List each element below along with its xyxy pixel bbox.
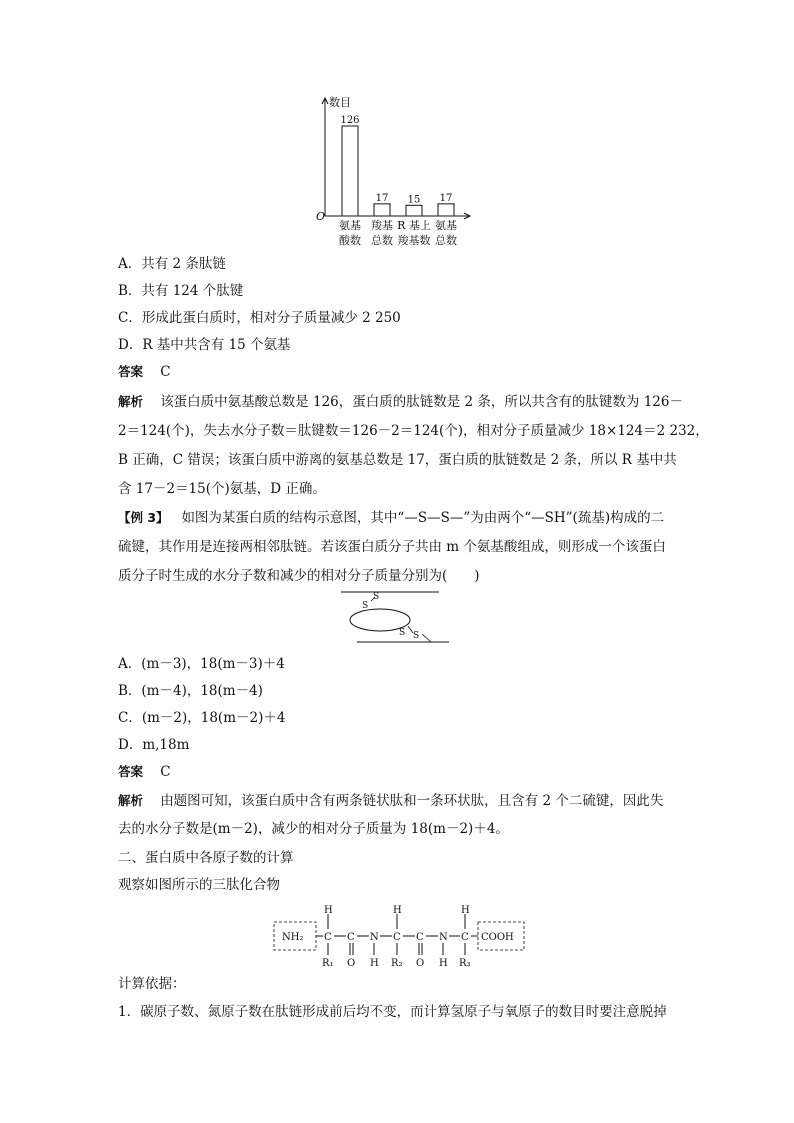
- q2-option-c: C．(m－2)，18(m－2)＋4: [118, 710, 286, 726]
- y-axis-label: 数目: [329, 96, 351, 109]
- answer-value: C: [160, 764, 171, 780]
- svg-text:C: C: [324, 932, 332, 943]
- q1-analysis-line-3: B 正确，C 错误；该蛋白质中游离的氨基总数是 17，蛋白质的肽链数是 2 条，所以 R 基中共: [118, 452, 677, 468]
- disulfide-protein-diagram: [335, 588, 455, 648]
- analysis-label: 解析: [118, 394, 144, 409]
- bar: [342, 126, 358, 216]
- q2-stem-line-2: 硫键，其作用是连接两相邻肽链。若该蛋白质分子共由 m 个氨基酸组成，则形成一个该蛋白: [118, 539, 666, 555]
- bar-value-label: 17: [375, 192, 389, 204]
- bar: [406, 205, 422, 216]
- q1-option-c: C．形成此蛋白质时，相对分子质量减少 2 250: [118, 310, 401, 326]
- svg-text:C: C: [393, 932, 401, 943]
- q2-analysis-line-1: 解析 由题图可知，该蛋白质中含有两条链状肽和一条环状肽，且含有 2 个二硫键，因此失: [118, 793, 664, 809]
- bar-value-label: 17: [439, 192, 453, 204]
- svg-text:C: C: [347, 932, 355, 943]
- q1-analysis-line-2: 2＝124(个)，失去水分子数＝肽键数＝126－2＝124(个)，相对分子质量减少 18×124＝2 232，: [118, 423, 709, 439]
- svg-text:H: H: [461, 905, 470, 916]
- tripeptide-structure-diagram: [270, 902, 530, 970]
- svg-text:R₂: R₂: [391, 958, 403, 969]
- basis-line-1: 1．碳原子数、氮原子数在肽链形成前后均不变，而计算氢原子与氧原子的数目时要注意脱掉: [118, 1004, 667, 1020]
- bar: [438, 204, 454, 216]
- q2-option-d: D．m,18m: [118, 737, 190, 753]
- example-label: 【例 3】: [118, 510, 169, 525]
- svg-text:R₃: R₃: [459, 958, 471, 969]
- x-tick-label: 总数: [371, 234, 393, 247]
- cooh-group: COOH: [481, 932, 514, 943]
- section-heading: 二、蛋白质中各原子数的计算: [118, 850, 294, 866]
- svg-text:R₁: R₁: [322, 958, 334, 969]
- sulfur-label: S: [362, 601, 369, 611]
- amino-acid-bar-chart: [300, 92, 500, 252]
- basis-heading: 计算依据：: [118, 976, 186, 992]
- bar-value-label: 15: [407, 194, 421, 206]
- answer-label: 答案: [118, 764, 144, 779]
- svg-text:C: C: [461, 932, 469, 943]
- answer-value: C: [160, 364, 171, 380]
- x-tick-label: 羧基: [371, 219, 393, 232]
- q1-option-d: D．R 基中共含有 15 个氨基: [118, 337, 291, 353]
- q2-stem-line-3: 质分子时生成的水分子数和减少的相对分子质量分别为( ): [118, 568, 480, 584]
- svg-text:O: O: [347, 958, 356, 969]
- x-tick-label: 氨基: [435, 219, 457, 232]
- q1-analysis-line-4: 含 17－2＝15(个)氨基，D 正确。: [118, 481, 326, 497]
- q2-stem-line-1: 【例 3】 如图为某蛋白质的结构示意图，其中“—S—S—”为由两个“—SH”(巯基)构成的二: [118, 510, 665, 526]
- q1-answer: [118, 362, 171, 382]
- q2-analysis-line-2: 去的水分子数是(m－2)，减少的相对分子质量为 18(m－2)＋4。: [118, 821, 509, 837]
- sulfur-label: S: [413, 631, 420, 641]
- svg-text:N: N: [439, 932, 448, 943]
- sulfur-label: S: [373, 592, 380, 602]
- q2-option-b: B．(m－4)，18(m－4): [118, 683, 263, 699]
- x-tick-label: 总数: [435, 234, 457, 247]
- nh2-group: NH₂: [282, 932, 304, 943]
- svg-text:H: H: [393, 905, 402, 916]
- x-tick-label: 酸数: [339, 234, 361, 247]
- x-tick-label: 羧基数: [397, 234, 431, 247]
- svg-text:H: H: [439, 958, 448, 969]
- origin-label: O: [316, 210, 326, 223]
- bar-value-label: 126: [340, 115, 360, 126]
- answer-label: 答案: [118, 364, 144, 379]
- sulfur-label: S: [399, 628, 406, 638]
- q1-analysis-line-1: 解析 该蛋白质中氨基酸总数是 126，蛋白质的肽链数是 2 条，所以共含有的肽键数为 126－: [118, 394, 683, 410]
- q1-option-a: A．共有 2 条肽链: [118, 256, 226, 272]
- svg-text:C: C: [416, 932, 424, 943]
- bar: [374, 204, 390, 216]
- x-tick-label: 氨基: [339, 219, 361, 232]
- svg-text:H: H: [324, 905, 333, 916]
- analysis-label: 解析: [118, 793, 144, 808]
- q2-answer: [118, 762, 171, 782]
- svg-text:H: H: [370, 958, 379, 969]
- q2-option-a: A．(m－3)，18(m－3)＋4: [118, 656, 285, 672]
- q1-option-b: B．共有 124 个肽键: [118, 283, 244, 299]
- svg-text:N: N: [370, 932, 379, 943]
- x-tick-label: R 基上: [397, 219, 431, 232]
- section-intro: 观察如图所示的三肽化合物: [118, 877, 280, 893]
- svg-text:O: O: [416, 958, 425, 969]
